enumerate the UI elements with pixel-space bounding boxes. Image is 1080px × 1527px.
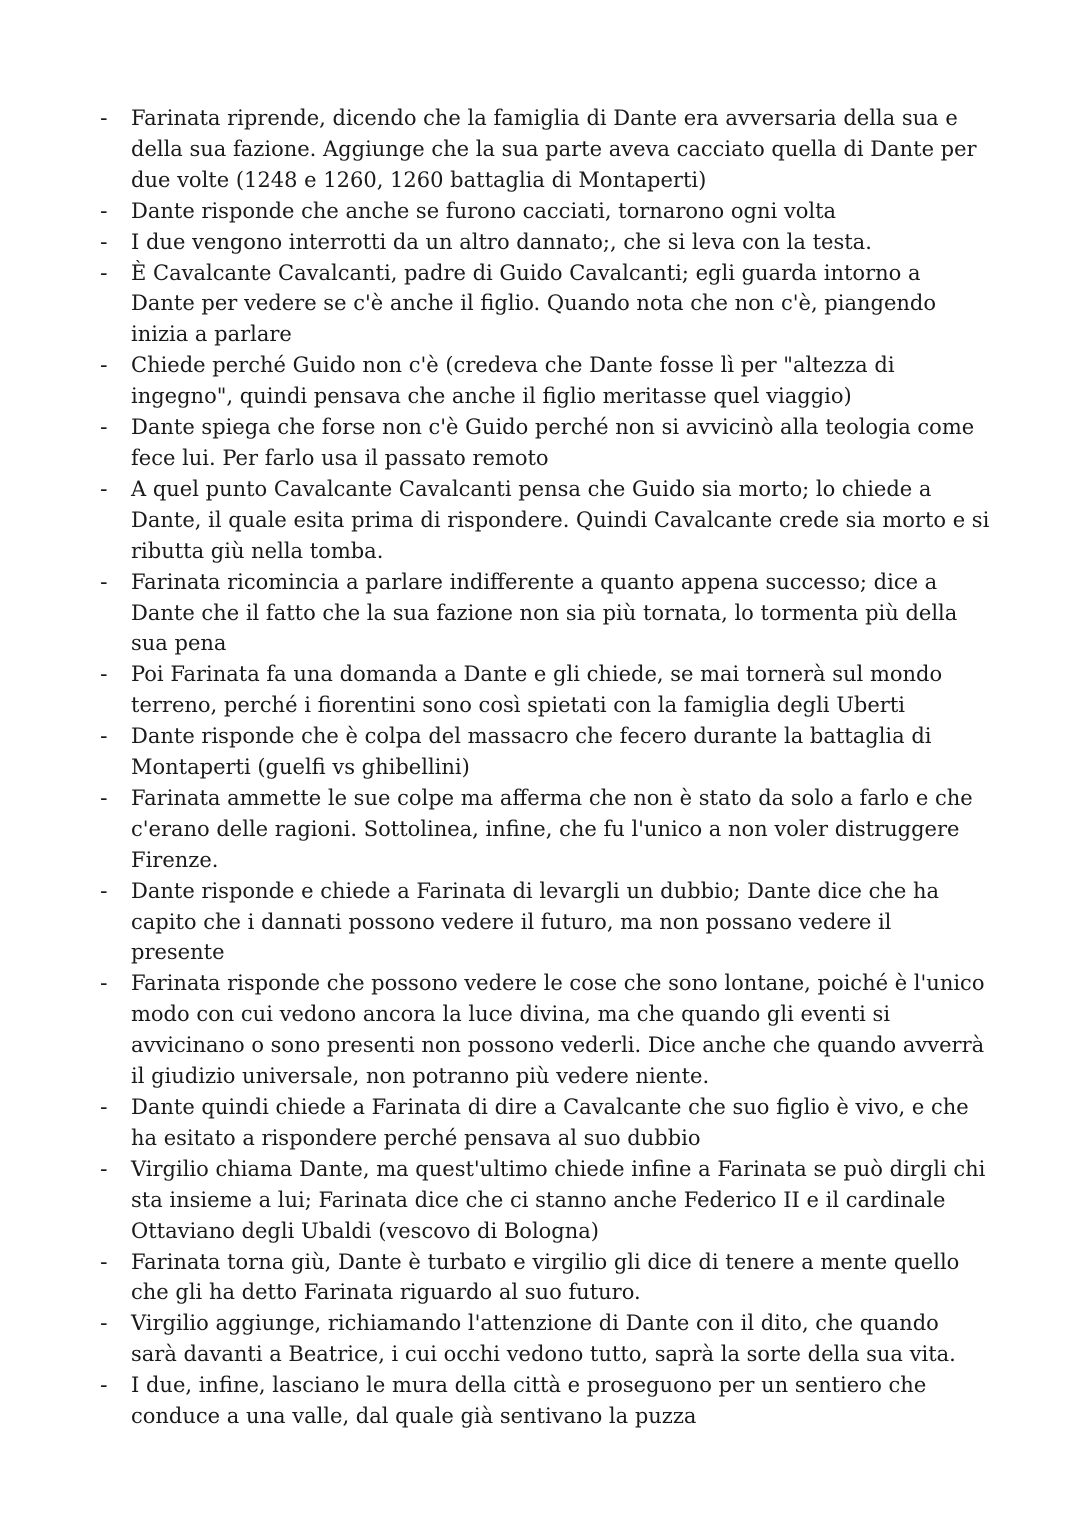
bullet-dash: - — [100, 569, 108, 594]
list-item — [100, 474, 990, 567]
list-item — [100, 783, 990, 876]
list-item — [100, 103, 990, 196]
list-item — [100, 196, 990, 227]
bullet-dash: - — [100, 260, 108, 285]
bullet-dash: - — [100, 1311, 108, 1336]
bullet-dash: - — [100, 724, 108, 749]
bullet-dash: - — [100, 106, 108, 130]
list-item-text: Virgilio aggiunge, richiamando l'attenzione di Dante con il dito, che quando sarà davanti a Beatrice, i cui occhi vedono tutto, saprà la sorte della sua vita. — [131, 1311, 956, 1367]
list-item — [100, 258, 990, 351]
bullet-dash: - — [100, 229, 108, 254]
list-item-text: Dante risponde che è colpa del massacro che fecero durante la battaglia di Montaperti (guelfi vs ghibellini) — [131, 724, 932, 780]
list-item — [100, 227, 990, 258]
list-item-text: I due, infine, lasciano le mura della città e proseguono per un sentiero che conduce a una valle, dal quale già sentivano la puzza — [131, 1373, 927, 1429]
list-item — [100, 1247, 990, 1309]
list-item — [100, 1154, 990, 1247]
bullet-dash: - — [100, 353, 108, 378]
bullet-dash: - — [100, 476, 108, 501]
list-item — [100, 1370, 990, 1432]
list-item-text: Virgilio chiama Dante, ma quest'ultimo chiede infine a Farinata se può dirgli chi sta insieme a lui; Farinata dice che ci stanno anche Federico II e il cardinale Ottaviano degli Ubaldi (vescovo di Bologna) — [131, 1156, 986, 1243]
bullet-dash: - — [100, 878, 108, 903]
list-item — [100, 567, 990, 660]
list-item — [100, 350, 990, 412]
list-item — [100, 968, 990, 1092]
list-item — [100, 412, 990, 474]
list-item-text: Farinata ricomincia a parlare indifferente a quanto appena successo; dice a Dante che il fatto che la sua fazione non sia più tornata, lo tormenta più della sua pena — [131, 569, 958, 656]
list-item-text: Poi Farinata fa una domanda a Dante e gli chiede, se mai tornerà sul mondo terreno, perché i fiorentini sono così spietati con la famiglia degli Uberti — [131, 662, 943, 718]
list-item-text: Dante quindi chiede a Farinata di dire a Cavalcante che suo figlio è vivo, e che ha esitato a rispondere perché pensava al suo dubbio — [131, 1095, 969, 1150]
bullet-dash: - — [100, 415, 108, 440]
list-item-text: Dante risponde che anche se furono cacciati, tornarono ogni volta — [131, 198, 837, 223]
list-item-text: Farinata riprende, dicendo che la famiglia di Dante era avversaria della sua e della sua fazione. Aggiunge che la sua parte aveva cacciato quella di Dante per due volte (1248 e 1260, 1260 battaglia di Montaperti) — [131, 106, 977, 192]
list-item-text: A quel punto Cavalcante Cavalcanti pensa che Guido sia morto; lo chiede a Dante, il quale esita prima di rispondere. Quindi Cavalcante crede sia morto e si ributta giù nella tomba. — [131, 476, 990, 563]
bullet-dash: - — [100, 662, 108, 687]
list-item — [100, 876, 990, 969]
list-item — [100, 659, 990, 721]
bullet-dash: - — [100, 785, 108, 810]
list-item-text: Dante spiega che forse non c'è Guido perché non si avvicinò alla teologia come fece lui. Per farlo usa il passato remoto — [131, 415, 975, 470]
bullet-dash: - — [100, 1373, 108, 1398]
list-item — [100, 1308, 990, 1370]
list-item-text: I due vengono interrotti da un altro dannato;, che si leva con la testa. — [131, 229, 872, 254]
list-item-text: Farinata ammette le sue colpe ma afferma che non è stato da solo a farlo e che c'erano delle ragioni. Sottolinea, infine, che fu l'unico a non voler distruggere Firenze. — [131, 785, 973, 872]
bullet-dash: - — [100, 971, 108, 996]
list-item-text: Farinata risponde che possono vedere le cose che sono lontane, poiché è l'unico modo con cui vedono ancora la luce divina, ma che quando gli eventi si avvicinano o sono presenti non possono vederli. Dice anche che quando avverrà il giudizio universale, non potranno più vedere niente. — [131, 971, 985, 1089]
list-item — [100, 721, 990, 783]
notes-list — [100, 103, 990, 1432]
list-item-text: Farinata torna giù, Dante è turbato e virgilio gli dice di tenere a mente quello che gli ha detto Farinata riguardo al suo futuro. — [131, 1249, 960, 1305]
list-item-text: È Cavalcante Cavalcanti, padre di Guido Cavalcanti; egli guarda intorno a Dante per vedere se c'è anche il figlio. Quando nota che non c'è, piangendo inizia a parlare — [131, 260, 936, 347]
bullet-dash: - — [100, 198, 108, 223]
list-item-text: Dante risponde e chiede a Farinata di levargli un dubbio; Dante dice che ha capito che i dannati possono vedere il futuro, ma non possano vedere il presente — [131, 878, 940, 965]
list-item-text: Chiede perché Guido non c'è (credeva che Dante fosse lì per "altezza di ingegno", quindi pensava che anche il figlio meritasse quel viaggio) — [131, 353, 895, 409]
bullet-dash: - — [100, 1156, 108, 1181]
list-item — [100, 1092, 990, 1154]
bullet-dash: - — [100, 1095, 108, 1119]
bullet-dash: - — [100, 1249, 108, 1274]
